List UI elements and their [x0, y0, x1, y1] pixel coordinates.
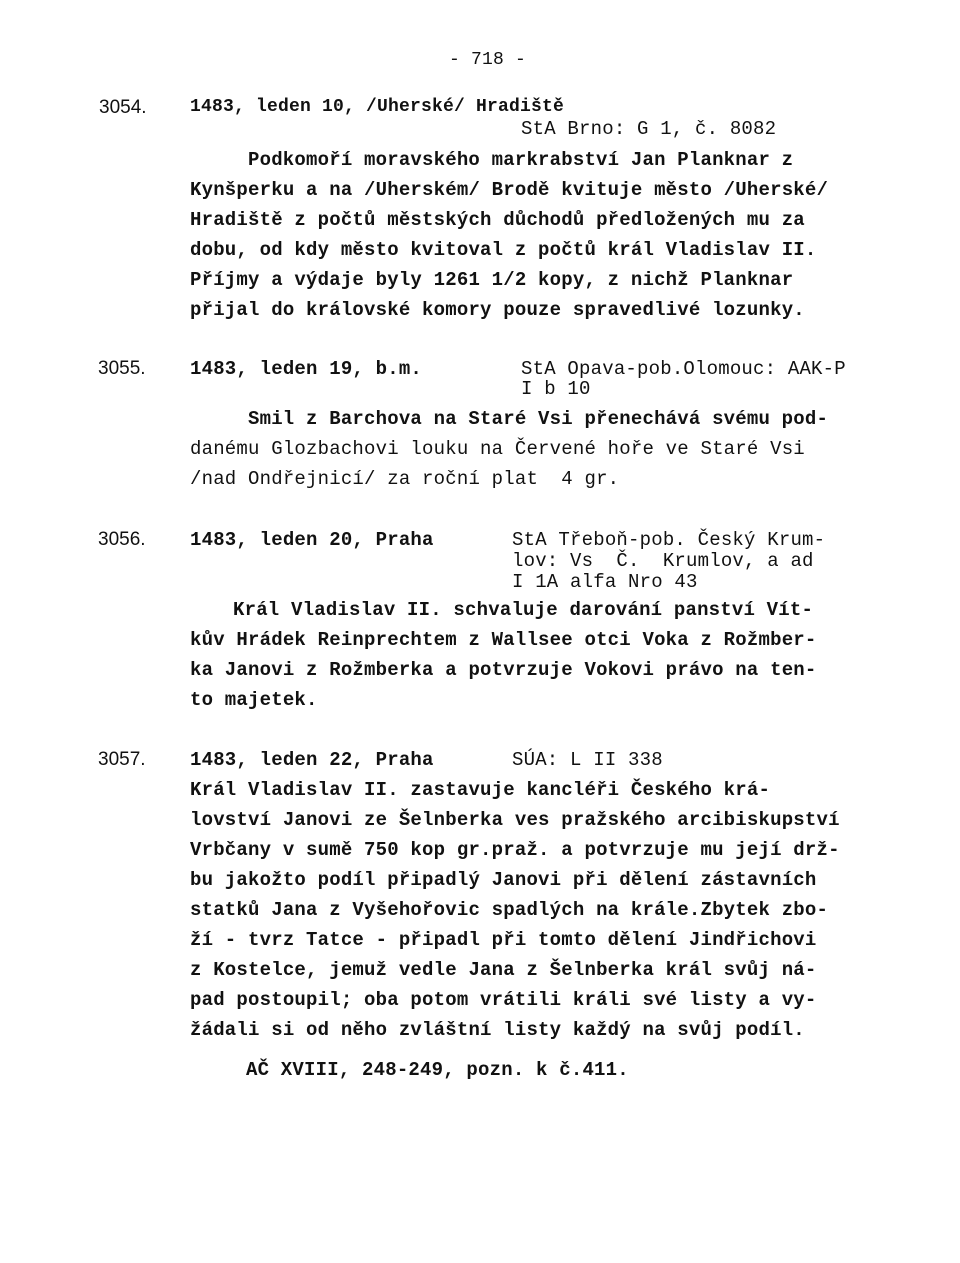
- entry-number: 3055.: [98, 358, 146, 379]
- entry-text-line: Smil z Barchova na Staré Vsi přenechává svému pod-: [248, 408, 829, 430]
- entry-text-line: Příjmy a výdaje byly 1261 1/2 kopy, z nichž Planknar: [190, 269, 794, 291]
- entry-text-line: to majetek.: [190, 689, 318, 711]
- entry-text-line: Král Vladislav II. zastavuje kancléři Českého krá-: [190, 779, 771, 801]
- page-number: - 718 -: [449, 50, 527, 70]
- entry-archive: lov: Vs Č. Krumlov, a ad: [512, 550, 814, 572]
- entry-text-line: /nad Ondřejnicí/ za roční plat 4 gr.: [190, 468, 620, 490]
- entry-text-line: Král Vladislav II. schvaluje darování panství Vít-: [233, 599, 814, 621]
- entry-text-line: ka Janovi z Rožmberka a potvrzuje Vokovi právo na ten-: [190, 659, 817, 681]
- entry-date: 1483, leden 10, /Uherské/ Hradiště: [190, 97, 565, 117]
- entry-text-line: Vrbčany v sumě 750 kop gr.praž. a potvrzuje mu její drž-: [190, 839, 840, 861]
- entry-date: 1483, leden 20, Praha: [190, 529, 434, 551]
- entry-number: 3056.: [98, 529, 146, 550]
- entry-text-line: Kynšperku a na /Uherském/ Brodě kvituje město /Uherské/: [190, 179, 829, 201]
- entry-text-line: pad postoupil; oba potom vrátili králi své listy a vy-: [190, 989, 817, 1011]
- entry-text-line: Hradiště z počtů městských důchodů předložených mu za: [190, 209, 805, 231]
- entry-archive: I 1A alfa Nro 43: [512, 571, 698, 593]
- entry-text-line: kův Hrádek Reinprechtem z Wallsee otci Voka z Rožmber-: [190, 629, 817, 651]
- entry-text-line: z Kostelce, jemuž vedle Jana z Šelnberka král svůj ná-: [190, 959, 817, 981]
- entry-text-line: Podkomoří moravského markrabství Jan Planknar z: [248, 149, 794, 171]
- entry-archive: StA Brno: G 1, č. 8082: [521, 118, 777, 140]
- entry-text-line: dobu, od kdy město kvitoval z počtů král Vladislav II.: [190, 239, 817, 261]
- entry-text-line: bu jakožto podíl připadlý Janovi při dělení zástavních: [190, 869, 817, 891]
- entry-number: 3057.: [98, 749, 146, 770]
- entry-text-line: lovství Janovi ze Šelnberka ves pražského arcibiskupství: [190, 809, 840, 831]
- entry-archive: StA Třeboň-pob. Český Krum-: [512, 529, 826, 551]
- entry-text-line: danému Glozbachovi louku na Červené hoře ve Staré Vsi: [190, 438, 805, 460]
- entry-date: 1483, leden 19, b.m.: [190, 358, 423, 380]
- entry-text-line: ží - tvrz Tatce - připadl při tomto dělení Jindřichovi: [190, 929, 817, 951]
- entry-date: 1483, leden 22, Praha: [190, 749, 434, 771]
- entry-reference: AČ XVIII, 248-249, pozn. k č.411.: [246, 1059, 629, 1081]
- entry-archive: StA Opava-pob.Olomouc: AAK-P: [521, 358, 846, 380]
- entry-text-line: žádali si od něho zvláštní listy každý na svůj podíl.: [190, 1019, 805, 1041]
- entry-archive: SÚA: L II 338: [512, 749, 663, 771]
- entry-text-line: statků Jana z Vyšehořovic spadlých na krále.Zbytek zbo-: [190, 899, 829, 921]
- entry-text-line: přijal do královské komory pouze spravedlivé lozunky.: [190, 299, 805, 321]
- entry-archive: I b 10: [521, 378, 591, 400]
- entry-number: 3054.: [99, 97, 147, 118]
